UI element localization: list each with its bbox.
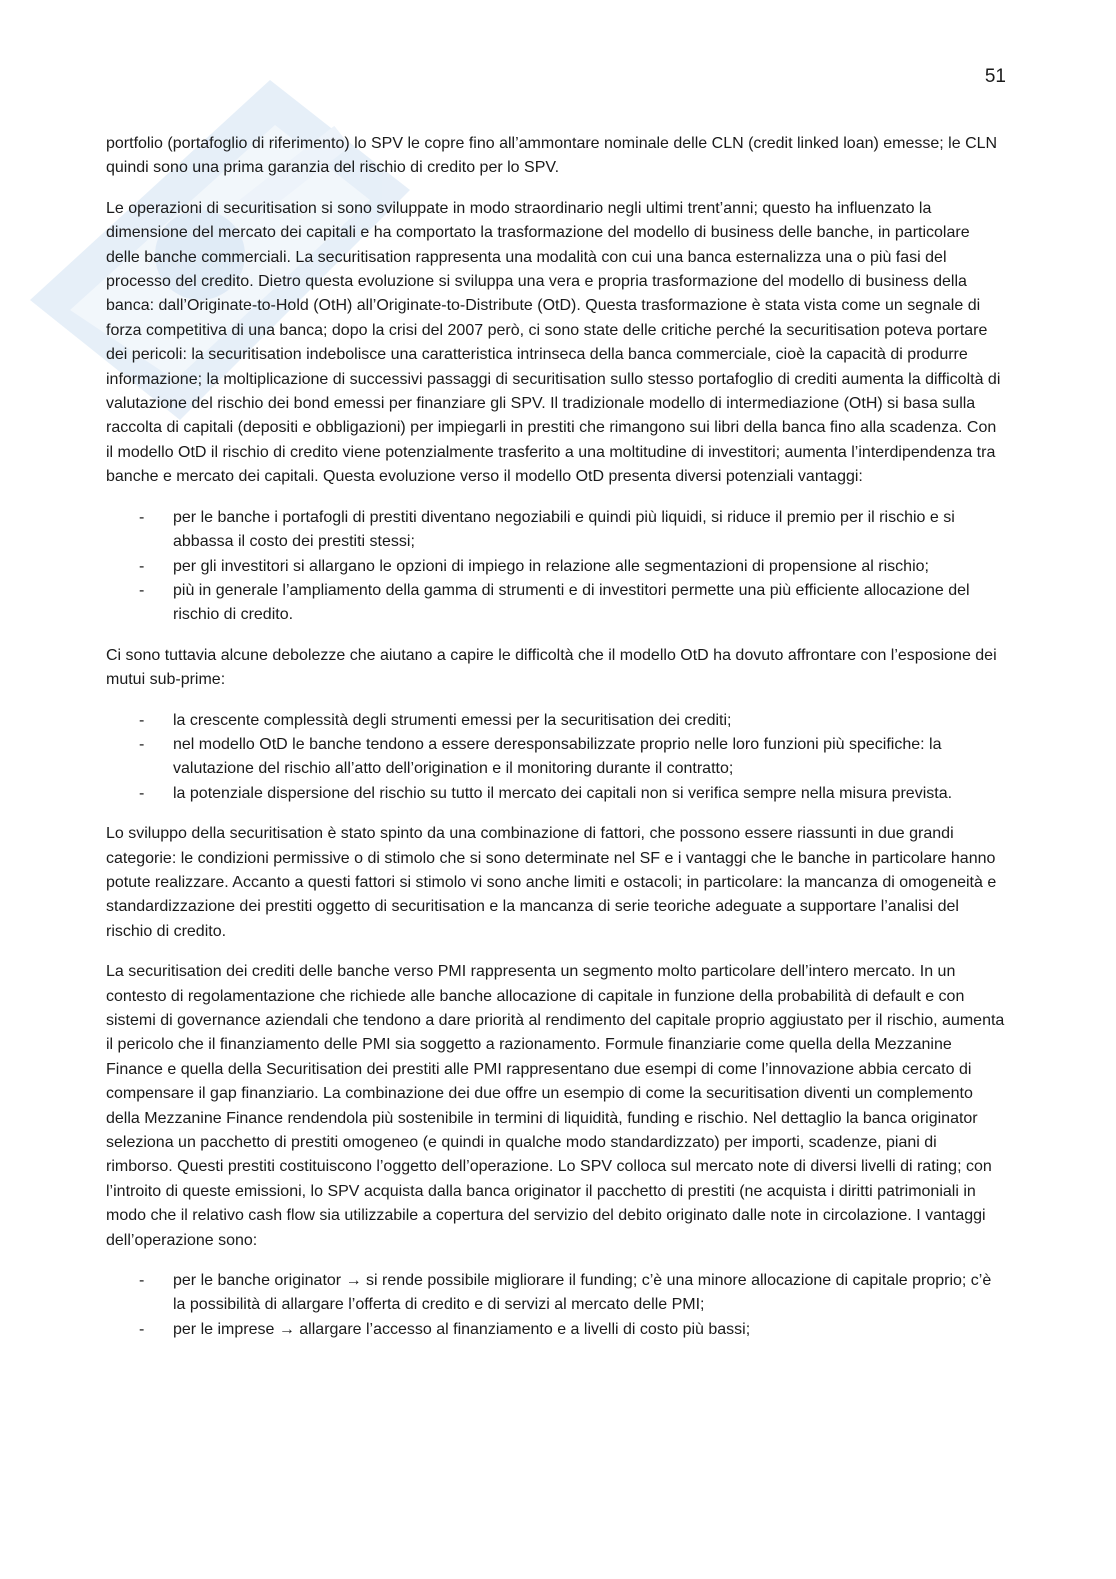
list-item — [106, 506, 1006, 555]
operation-advantages-list — [106, 1269, 1006, 1342]
list-item-text: per le banche i portafogli di prestiti diventano negoziabili e quindi più liquidi, si riduce il premio per il rischio e si abbassa il costo dei prestiti stessi; — [173, 508, 955, 551]
paragraph: Lo sviluppo della securitisation è stato spinto da una combinazione di fattori, che possono essere riassunti in due grandi categorie: le condizioni permissive o di stimolo che si sono determinate nel SF e i vantaggi che le banche in particolare hanno potute realizzare. Accanto a questi fattori si stimolo vi sono anche limiti e ostacoli; in particolare: la mancanza di omogeneità e standardizzazione dei prestiti oggetto di securitisation e la mancanza di serie teoriche adeguate a supportare l’analisi del rischio di credito. — [106, 825, 997, 940]
list-item-text: allargare l’accesso al finanziamento e a livelli di costo più bassi; — [299, 1320, 751, 1338]
list-item — [106, 733, 1006, 782]
list-item — [106, 709, 1006, 733]
list-dash: - — [139, 784, 145, 802]
list-dash: - — [139, 711, 145, 729]
list-item — [106, 579, 1006, 628]
list-dash: - — [139, 557, 145, 575]
list-dash: - — [139, 1320, 145, 1338]
paragraph: La securitisation dei crediti delle banche verso PMI rappresenta un segmento molto particolare dell’intero mercato. In un contesto di regolamentazione che richiede alle banche allocazione di capitale in funzione della probabilità di default e con sistemi di governance aziendali che tendono a dare priorità al rendimento del capitale proprio aggiustato per il rischio, aumenta il pericolo che il finanziamento delle PMI sia soggetto a razionamento. Formule finanziarie come quella della Mezzanine Finance e quella della Securitisation dei prestiti alle PMI rappresentano due esempi di come l’innovazione abbia cercato di compensare il gap finanziario. La combinazione dei due offre un esempio di come la securitisation diventi un complemento della Mezzanine Finance rendendola più sostenibile in termini di liquidità, funding e rischio. Nel dettaglio la banca originator seleziona un pacchetto di prestiti omogeneo (e quindi in qualche modo standardizzato) per importi, scadenze, piani di rimborso. Questi prestiti costituiscono l’oggetto dell’operazione. Lo SPV colloca sul mercato note di diversi livelli di rating; con l’introito di queste emissioni, lo SPV acquista dalla banca originator il pacchetto di prestiti (ne acquista i diritti patrimoniali in modo che il relativo cash flow sia utilizzabile a copertura del servizio del debito originato dalle note in circolazione. I vantaggi dell’operazione sono: — [106, 963, 1005, 1249]
advantages-list — [106, 506, 1006, 628]
list-dash: - — [139, 508, 145, 526]
page-number: 51 — [984, 66, 1006, 87]
list-item-text: si rende possibile migliorare il funding; c’è una minore allocazione di capitale proprio; c’è la possibilità di allargare l’offerta di credito e di servizi al mercato delle PMI; — [173, 1272, 992, 1314]
list-dash: - — [139, 581, 145, 599]
paragraph: Le operazioni di securitisation si sono sviluppate in modo straordinario negli ultimi trent’anni; questo ha influenzato la dimensione del mercato dei capitali e ha comportato la trasformazione del modello di business delle banche, in particolare delle banche commerciali. La securitisation rappresenta una modalità con cui una banca esternalizza una o più fasi del processo del credito. Dietro questa evoluzione si sviluppa una vera e propria trasformazione del modello di business della banca: dall’Originate-to-Hold (OtH) all’Originate-to-Distribute (OtD). Questa trasformazione è stata vista come un segnale di forza competitiva di una banca; dopo la crisi del 2007 però, ci sono state delle critiche perché la securitisation poteva portare dei pericoli: la securitisation indebolisce una caratteristica intrinseca della banca commerciale, cioè la capacità di produrre informazione; la moltiplicazione di successivi passaggi di securitisation sullo stesso portafoglio di crediti aumenta la difficoltà di valutazione del rischio dei bond emessi per finanziare gli SPV. Il tradizionale modello di intermediazione (OtH) si basa sulla raccolta di capitali (depositi e obbligazioni) per impiegarli in prestiti che rimangono sui libri della banca fino alla scadenza. Con il modello OtD il rischio di credito viene potenzialmente trasferito a una moltitudine di investitori; aumenta l’interdipendenza tra banche e mercato dei capitali. Questa evoluzione verso il modello OtD presenta diversi potenziali vantaggi: — [106, 199, 1001, 486]
list-item-text: la potenziale dispersione del rischio su tutto il mercato dei capitali non si verifica sempre nella misura prevista. — [173, 784, 953, 802]
weaknesses-list — [106, 709, 1006, 807]
list-item — [106, 1318, 1006, 1342]
list-item-text: per gli investitori si allargano le opzioni di impiego in relazione alle segmentazioni di propensione al rischio; — [173, 557, 929, 575]
list-item — [106, 782, 1006, 806]
list-item-text: nel modello OtD le banche tendono a essere deresponsabilizzate proprio nelle loro funzioni più specifiche: la valutazione del rischio all’atto dell’origination e il monitoring durante il contratto; — [173, 735, 942, 778]
list-dash: - — [139, 735, 145, 753]
paragraph: Ci sono tuttavia alcune debolezze che aiutano a capire le difficoltà che il modello OtD ha dovuto affrontare con l’esposione dei mutui sub-prime: — [106, 646, 997, 689]
arrow-right-icon: → — [345, 1272, 362, 1290]
list-item-lead: per le banche originator — [173, 1272, 342, 1290]
list-item — [106, 1269, 1006, 1318]
document-body — [106, 132, 1006, 1358]
list-item-lead: per le imprese — [173, 1320, 275, 1338]
arrow-right-icon: → — [278, 1320, 295, 1338]
list-item-text: la crescente complessità degli strumenti emessi per la securitisation dei crediti; — [173, 711, 732, 729]
paragraph: portfolio (portafoglio di riferimento) lo SPV le copre fino all’ammontare nominale delle CLN (credit linked loan) emesse; le CLN quindi sono una prima garanzia del rischio di credito per lo SPV. — [106, 135, 998, 177]
list-item — [106, 555, 1006, 579]
list-item-text: più in generale l’ampliamento della gamma di strumenti e di investitori permette una più efficiente allocazione del rischio di credito. — [173, 581, 970, 624]
list-dash: - — [139, 1272, 145, 1290]
